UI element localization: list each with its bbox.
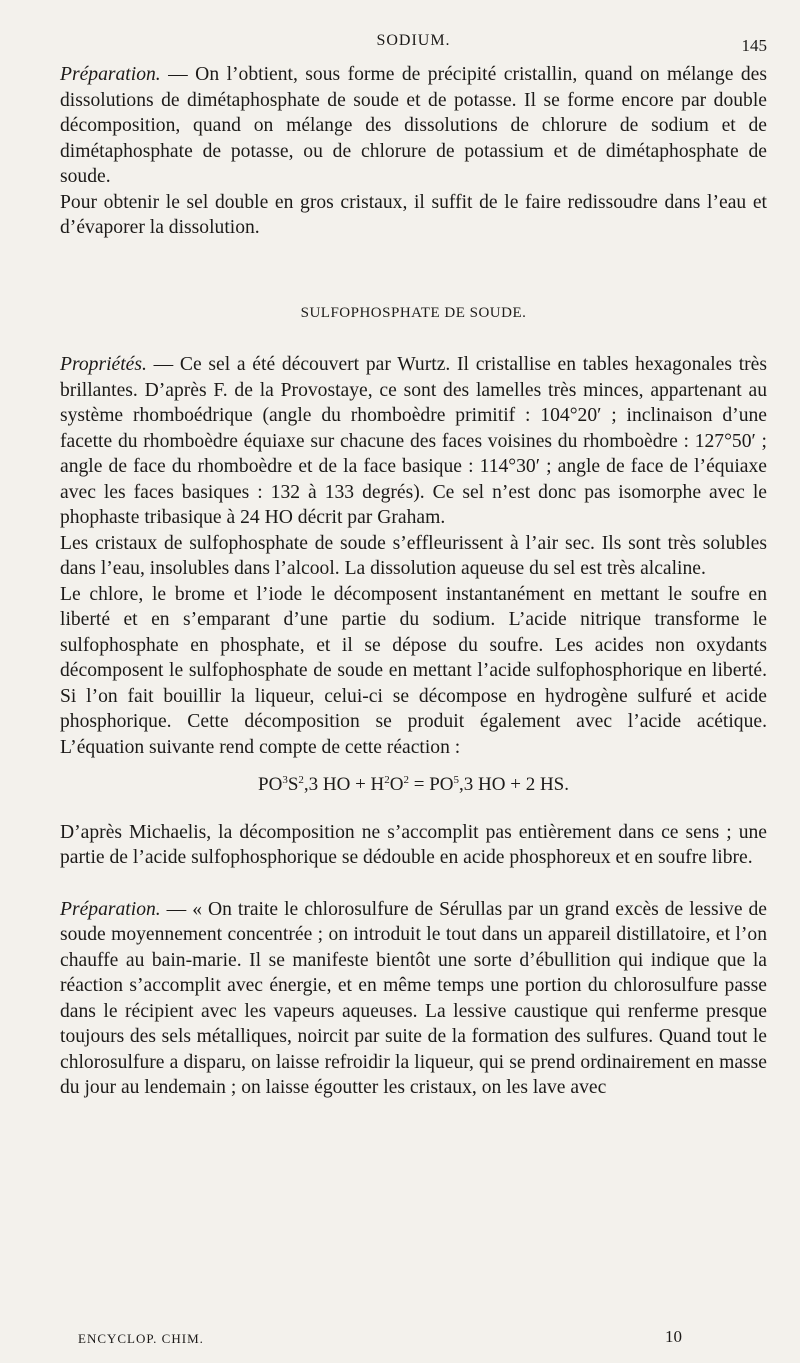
running-head [60, 32, 767, 56]
page-footer [78, 1327, 682, 1349]
paragraph-michaelis: D’après Michaelis, la décomposition ne s’accomplit pas entièrement dans ce sens ; une partie de l’acide sulfophosphorique se dédouble en acide phosphoreux et en soufre libre. [60, 821, 767, 868]
section-heading: SULFOPHOSPHATE DE SOUDE. [300, 304, 527, 321]
footer-signature: ENCYCLOP. CHIM. [78, 1331, 204, 1346]
paragraph-label: Préparation. [60, 64, 161, 85]
paragraph-label: Propriétés. [60, 354, 147, 375]
page-number: 145 [741, 36, 767, 55]
paragraph-properties: Propriétés. — Ce sel a été découvert par Wurtz. Il cristallise en tables hexagonales très brillantes. D’après F. de la Provostaye, ce sont des lamelles très minces, appartenant au système rhomboédrique (angle du rhomboèdre primitif : 104°20′ ; inclinaison d’une facette du rhomboèdre équiaxe sur chacune des faces voisines du rhomboèdre : 127°50′ ; angle de face du rhomboèdre et de la face basique : 114°30′ ; angle de face de l’équiaxe avec les faces basiques : 132 à 133 degrés). Ce sel n’est donc pas isomorphe avec le phophaste tribasique à 24 HO décrit par Graham. [60, 354, 767, 528]
paragraph-crystals: Les cristaux de sulfophosphate de soude s’effleurissent à l’air sec. Ils sont très solubles dans l’eau, insolubles dans l’alcool. La dissolution aqueuse du sel est très alcaline. [60, 532, 767, 579]
paragraph-halogens: Le chlore, le brome et l’iode le décomposent instantanément en mettant le soufre en liberté et en s’emparant d’une partie du sodium. L’acide nitrique transforme le sulfophosphate en phosphate, et il se dépose du soufre. Les acides non oxydants décomposent le sulfophosphate de soude en mettant l’acide sulfophosphorique en liberté. Si l’on fait bouillir la liqueur, celui-ci se décompose en hydrogène sulfuré et acide phosphorique. Cette décomposition se produit également avec l’acide acétique. L’équation suivante rend compte de cette réaction : [60, 583, 767, 758]
running-title: SODIUM. [376, 32, 451, 49]
body-text [60, 62, 767, 1101]
paragraph-double-salt: Pour obtenir le sel double en gros cristaux, il suffit de le faire redissoudre dans l’eau et d’évaporer la dissolution. [60, 191, 767, 238]
chemical-equation: $PO^3S^2,3$ HO + $H^2O^2 = PO^5,3$ HO + 2 HS. [258, 774, 569, 795]
paragraph-preparation-2: Préparation. — « On traite le chlorosulfure de Sérullas par un grand excès de lessive de soude moyennement concentrée ; on introduit le tout dans un appareil distillatoire, et l’on chauffe au bain-marie. Il se manifeste bientôt une sorte d’ébullition qui indique que la réaction s’accomplit avec énergie, et en même temps une portion du chlorosulfure passe dans le récipient avec les vapeurs aqueuses. La lessive caustique qui renferme presque toujours des sels métalliques, noircit par suite de la formation des sulfures. Quand tout le chlorosulfure a disparu, on laisse refroidir la liqueur, qui se prend ordinairement en masse du jour au lendemain ; on laisse égoutter les cristaux, on les lave avec [60, 898, 767, 1098]
footer-sheet-number: 10 [665, 1327, 682, 1346]
paragraph-preparation-1: Préparation. — On l’obtient, sous forme de précipité cristallin, quand on mélange des dissolutions de dimétaphosphate de soude et de potasse. Il se forme encore par double décomposition, quand on mélange des dissolutions de chlorure de sodium et de dimétaphosphate de potasse, ou de chlorure de potassium et de dimétaphosphate de soude. [60, 64, 767, 187]
paragraph-label: Préparation. [60, 898, 161, 920]
